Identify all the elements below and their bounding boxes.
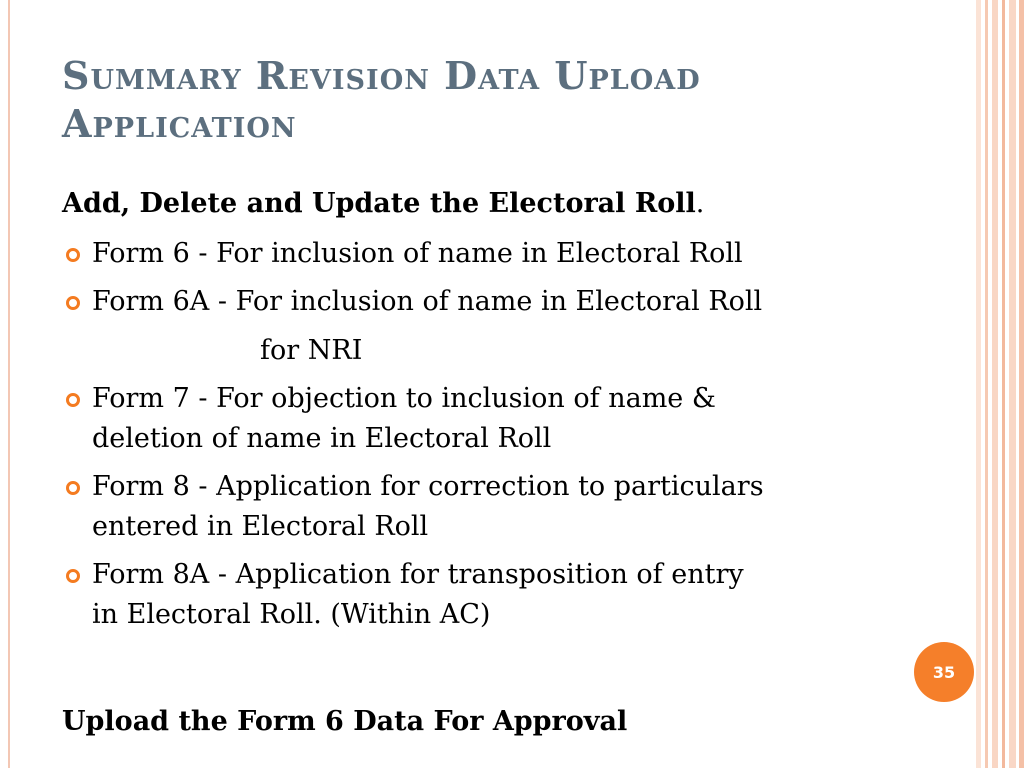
slide-title bbox=[62, 52, 922, 148]
bullet-text-continued: deletion of name in Electoral Roll bbox=[92, 423, 552, 454]
intro-period: . bbox=[695, 188, 705, 219]
stripe bbox=[1002, 0, 1005, 768]
bullet-list bbox=[62, 234, 892, 643]
stripe bbox=[992, 0, 998, 768]
bullet-text: Form 8A - Application for transposition of entry bbox=[92, 559, 744, 590]
bullet-text-continued: in Electoral Roll. (Within AC) bbox=[92, 599, 491, 630]
bullet-item-form-7 bbox=[62, 379, 892, 459]
bullet-text-continued: entered in Electoral Roll bbox=[92, 511, 429, 542]
stripe bbox=[985, 0, 988, 768]
title-line-1: Summary Revision Data Upload bbox=[62, 53, 701, 98]
intro-heading bbox=[62, 188, 704, 219]
stripe bbox=[1019, 0, 1024, 768]
title-line-2: Application bbox=[62, 101, 297, 146]
circle-bullet-icon bbox=[66, 296, 80, 310]
stripe bbox=[1009, 0, 1016, 768]
circle-bullet-icon bbox=[66, 248, 80, 262]
bullet-text: Form 8 - Application for correction to particulars bbox=[92, 471, 764, 502]
upload-heading: Upload the Form 6 Data For Approval bbox=[62, 706, 628, 737]
circle-bullet-icon bbox=[66, 481, 80, 495]
intro-text: Add, Delete and Update the Electoral Roll bbox=[62, 188, 696, 219]
stripe bbox=[976, 0, 981, 768]
circle-bullet-icon bbox=[66, 569, 80, 583]
bullet-text: Form 6 - For inclusion of name in Electoral Roll bbox=[92, 238, 743, 269]
page-number-badge: 35 bbox=[914, 642, 974, 702]
bullet-item-form-6a bbox=[62, 282, 892, 371]
circle-bullet-icon bbox=[66, 393, 80, 407]
left-border-line bbox=[8, 0, 10, 768]
bullet-item-form-8 bbox=[62, 467, 892, 547]
decorative-stripes bbox=[976, 0, 1024, 768]
bullet-item-form-8a bbox=[62, 555, 892, 635]
bullet-item-form-6 bbox=[62, 234, 892, 274]
bullet-text: Form 6A - For inclusion of name in Electoral Roll bbox=[92, 286, 763, 317]
bullet-text: Form 7 - For objection to inclusion of name & bbox=[92, 383, 716, 414]
bullet-text-continued: for NRI bbox=[260, 335, 363, 366]
